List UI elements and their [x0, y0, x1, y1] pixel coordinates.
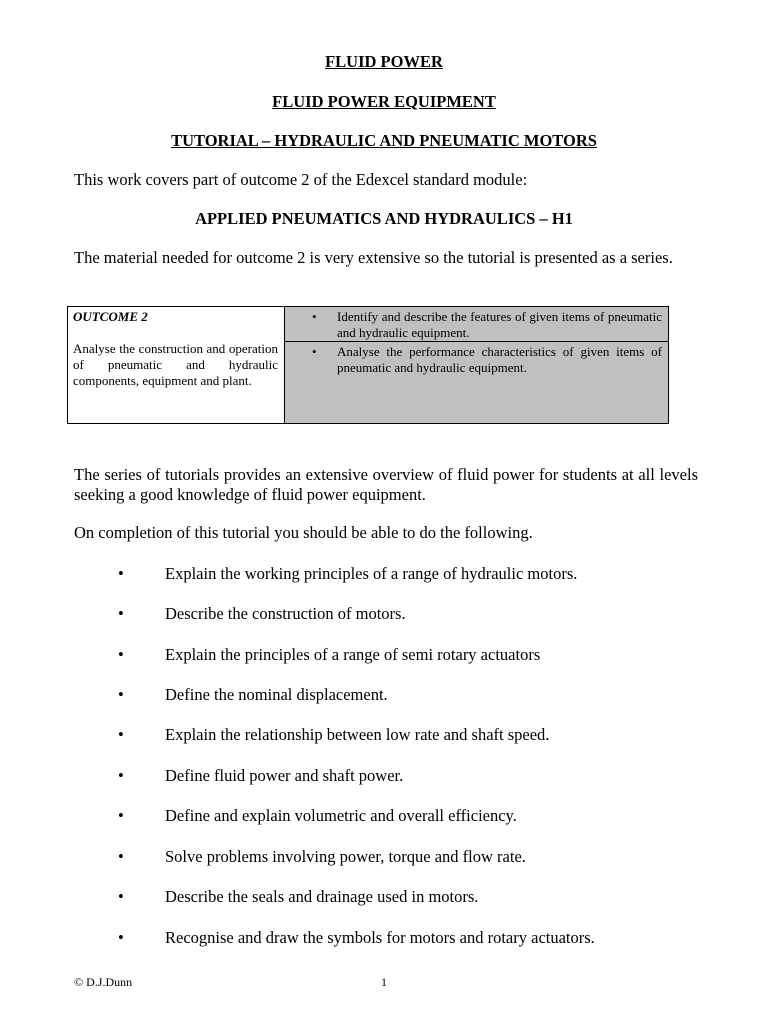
list-item-text: Define the nominal displacement.: [165, 685, 388, 704]
bullet-icon: •: [118, 604, 124, 623]
list-item-text: Define fluid power and shaft power.: [165, 766, 404, 785]
material-note: The material needed for outcome 2 is very extensive so the tutorial is presented as a series.: [74, 248, 673, 267]
criteria-text: Analyse the performance characteristics of given items of pneumatic and hydraulic equipment.: [337, 344, 662, 375]
criteria-row: [285, 342, 668, 378]
completion-intro: On completion of this tutorial you should be able to do the following.: [74, 523, 533, 542]
outcome-description: Analyse the construction and operation of pneumatic and hydraulic components, equipment and plant.: [73, 341, 278, 388]
bullet-icon: •: [118, 766, 124, 785]
bullet-icon: •: [118, 685, 124, 704]
criteria-text: Identify and describe the features of given items of pneumatic and hydraulic equipment.: [337, 309, 662, 340]
bullet-icon: •: [118, 847, 124, 866]
bullet-icon: •: [312, 309, 317, 324]
intro-text: This work covers part of outcome 2 of the Edexcel standard module:: [74, 170, 528, 189]
criteria-cell: [285, 307, 668, 423]
bullet-icon: •: [118, 928, 124, 947]
bullet-icon: •: [118, 806, 124, 825]
document-subtitle: FLUID POWER EQUIPMENT: [272, 92, 496, 111]
outcome-cell: [68, 307, 285, 423]
outcome-table: [67, 306, 669, 424]
document-title: FLUID POWER: [325, 52, 443, 71]
list-item-text: Explain the relationship between low rate and shaft speed.: [165, 725, 550, 744]
bullet-icon: •: [312, 344, 317, 359]
module-title: APPLIED PNEUMATICS AND HYDRAULICS – H1: [195, 209, 573, 228]
bullet-icon: •: [118, 645, 124, 664]
list-item-text: Describe the construction of motors.: [165, 604, 406, 623]
list-item-text: Explain the principles of a range of semi rotary actuators: [165, 645, 541, 664]
list-item-text: Describe the seals and drainage used in motors.: [165, 887, 479, 906]
criteria-row: [285, 307, 668, 342]
footer-page-number: 1: [381, 975, 387, 989]
bullet-icon: •: [118, 564, 124, 583]
list-item-text: Define and explain volumetric and overall efficiency.: [165, 806, 517, 825]
bullet-icon: •: [118, 725, 124, 744]
bullet-icon: •: [118, 887, 124, 906]
list-item-text: Explain the working principles of a range of hydraulic motors.: [165, 564, 578, 583]
tutorial-title: TUTORIAL – HYDRAULIC AND PNEUMATIC MOTORS: [171, 131, 597, 150]
list-item-text: Recognise and draw the symbols for motors and rotary actuators.: [165, 928, 595, 947]
list-item-text: Solve problems involving power, torque and flow rate.: [165, 847, 526, 866]
footer-copyright: © D.J.Dunn: [74, 975, 133, 989]
outcome-label: OUTCOME 2: [73, 309, 148, 324]
series-note: The series of tutorials provides an extensive overview of fluid power for students at all levels seeking a good knowledge of fluid power equipment.: [74, 465, 698, 504]
